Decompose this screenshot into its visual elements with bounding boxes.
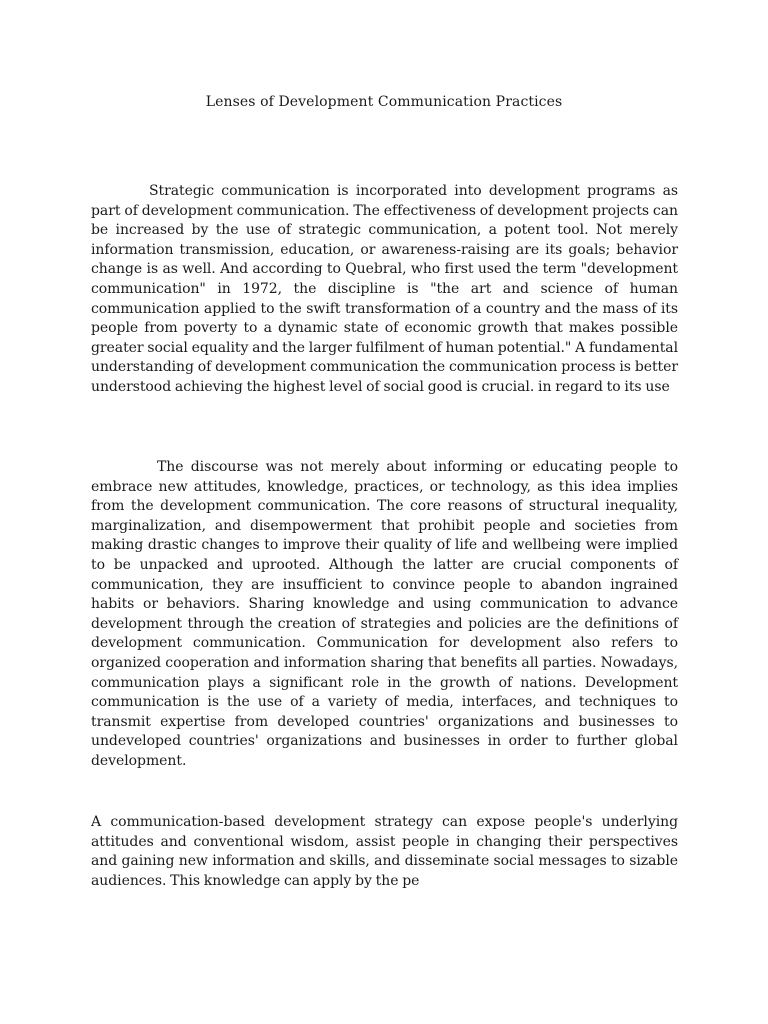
- paragraph-3: A communication-based development strategy can expose people's underlying attitudes and conventional wisdom, assist people in changing their perspectives and gaining new information and skills, and disseminate social messages to sizable audiences. This knowledge can apply by the pe: [91, 814, 678, 889]
- document-title: Lenses of Development Communication Practices: [205, 94, 563, 110]
- paragraph-1: Strategic communication is incorporated into development programs as part of development communication. The effectiveness of development projects can be increased by the use of strategic communication, a potent tool. Not merely information transmission, education, or awareness-raising are its goals; behavior change is as well. And according to Quebral, who first used the term "development communication" in 1972, the discipline is "the art and science of human communication applied to the swift transformation of a country and the mass of its people from poverty to a dynamic state of economic growth that makes possible greater social equality and the larger fulfilment of human potential." A fundamental understanding of development communication the communication process is better understood achieving the highest level of social good is crucial. in regard to its use: [91, 183, 678, 395]
- paragraph-2: The discourse was not merely about informing or educating people to embrace new attitudes, knowledge, practices, or technology, as this idea implies from the development communication. The core reasons of structural inequality, marginalization, and disempowerment that prohibit people and societies from making drastic changes to improve their quality of life and wellbeing were implied to be unpacked and uprooted. Although the latter are crucial components of communication, they are insufficient to convince people to abandon ingrained habits or behaviors. Sharing knowledge and using communication to advance development through the creation of strategies and policies are the definitions of development communication. Communication for development also refers to organized cooperation and information sharing that benefits all parties. Nowadays, communication plays a significant role in the growth of nations. Development communication is the use of a variety of media, interfaces, and techniques to transmit expertise from developed countries' organizations and businesses to undeveloped countries' organizations and businesses in order to further global development.: [91, 459, 678, 769]
